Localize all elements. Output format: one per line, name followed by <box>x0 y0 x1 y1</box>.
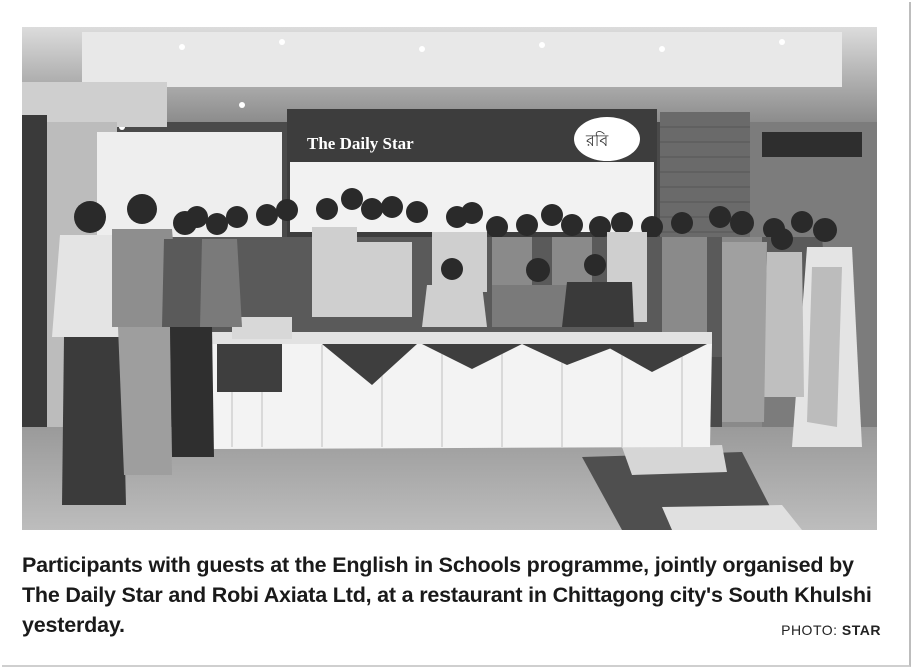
photo-caption: Participants with guests at the English in Schools programme, jointly organised by The Daily Star and Robi Axiata Ltd, at a restaurant in Chittagong city's South Khulshi yesterday. <box>22 553 872 637</box>
photo-credit <box>781 622 881 638</box>
conference-table <box>207 317 712 449</box>
group-photo <box>22 27 877 530</box>
robi-logo: রবি <box>586 131 609 150</box>
left-pillar <box>22 115 47 435</box>
ceiling-panel <box>82 32 842 87</box>
seated-participants <box>422 254 634 327</box>
photo-credit-source: STAR <box>841 622 881 638</box>
floor-carpet-light-2 <box>662 505 802 530</box>
floor-carpet-light <box>622 445 727 475</box>
right-fixture <box>762 132 862 157</box>
banner-masthead: The Daily Star <box>307 134 414 153</box>
photo-credit-label: PHOTO: <box>781 622 838 638</box>
group-photo-illustration <box>22 27 877 530</box>
